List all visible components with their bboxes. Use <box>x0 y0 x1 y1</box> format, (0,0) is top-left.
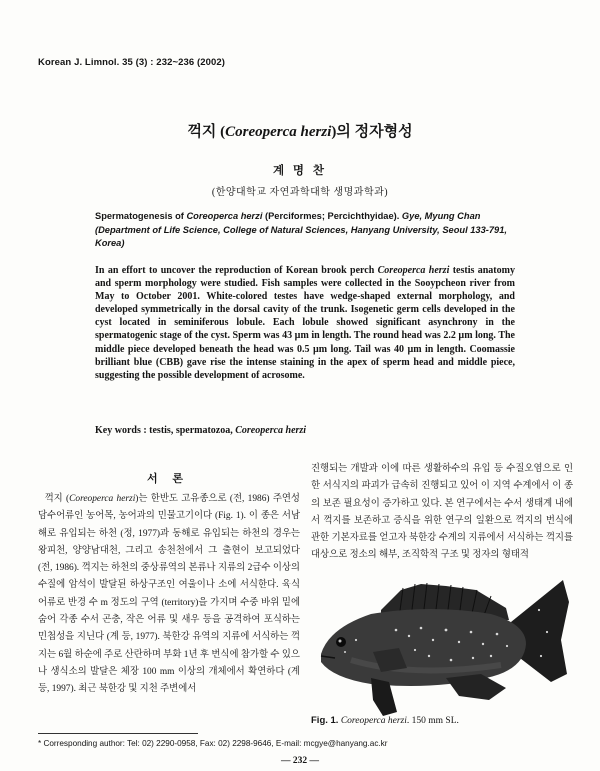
keywords <box>95 425 510 436</box>
journal-reference: Korean J. Limnol. 35 (3) : 232~236 (2002) <box>38 57 226 68</box>
keywords-species: Coreoperca herzi <box>235 425 307 436</box>
figure-caption <box>311 715 573 726</box>
english-title-block <box>95 210 510 251</box>
keywords-label: Key words : testis, spermatozoa, <box>95 425 236 436</box>
body-species: Coreoperca herzi <box>69 494 136 504</box>
caption-size: . 150 mm SL. <box>406 716 459 726</box>
fish-eye-highlight <box>339 640 342 643</box>
body-text-b: )는 한반도 고유종으로 (전, 1986) 주연성 담수어류인 농어목, 농어과의 민물고기이다 (Fig. 1). 이 종은 서남해로 유입되는 하천 (정, 1977)과 동해로 유입되는 하천의 경우는 왕피천, 양양남대천, 그리고 송천천에서 그 출현이 보고되었다 (전, 1986). 꺽지는 하천의 중상류역의 본류나 지류의 2급수 이상의 수질에 암석이 발달된 하상구조인 여울이나 소에 서식한다. 육식어류로 반경 수 m 정도의 구역 (territory)을 가지며 수중 바위 밑에 숨어 각종 수서 곤충, 작은 어류 및 새우 등을 공격하여 포식하는 민첩성을 지닌다 (계 등, 1977). 북한강 유역의 지류에 서식하는 꺽지는 6월 하순에 주로 산란하며 부화 1년 후 번식에 참가할 수 있으나 생식소의 발달은 체장 100 mm 이상의 개체에서 확연하다 (계 등, 1997). 최근 북한강 및 지천 주변에서 <box>38 494 300 695</box>
paper-title <box>0 120 600 141</box>
body-paragraph-continued: 진행되는 개발과 이에 따른 생활하수의 유입 등 수질오염으로 인한 서식지의 파괴가 급속히 진행되고 있어 이 지역 수계에서 이 종의 보존 필요성이 증가하고 있다. 본 연구에서는 수서 생태계 내에서 꺽지를 보존하고 증식을 위한 연구의 일환으로 꺽지의 번식에 관한 기본자료를 얻고자 북한강 수계의 지류에서 서식하는 꺽지를 대상으로 정소의 해부, 조직학적 구조 및 정자의 형태적 <box>311 464 573 561</box>
caption-species: Coreoperca herzi <box>340 716 407 726</box>
corresponding-author-footnote: * Corresponding author: Tel: 02) 2290-0958, Fax: 02) 2298-9646, E-mail: mcgye@hanyang.ac.kr <box>38 739 388 748</box>
section-heading-introduction: 서 론 <box>146 473 189 485</box>
footnote-divider <box>38 733 198 734</box>
abstract-species: Coreoperca herzi <box>377 265 450 276</box>
body-column-right <box>311 461 573 565</box>
fish-photo-figure <box>311 570 573 720</box>
page-number: — 232 — <box>281 756 319 766</box>
body-column-left <box>38 491 300 699</box>
english-author: Gye, Myung Chan <box>399 211 481 221</box>
body-paragraph <box>38 491 300 699</box>
english-title-species: Coreoperca herzi <box>186 211 263 221</box>
author-name: 계 명 찬 <box>272 165 328 177</box>
title-prefix: 꺽지 ( <box>187 124 226 140</box>
abstract-part1: In an effort to uncover the reproduction of Korean brook perch <box>95 265 378 276</box>
english-title-suffix: (Perciformes; Percichthyidae). <box>262 211 400 221</box>
abstract <box>95 264 515 382</box>
abstract-part2: testis anatomy and sperm morphology were studied. Fish samples were collected in the Sooypcheon river from May to October 2001. White-colored testes have wedge-shaped external morphology, and developed symmetrically in the dorsal cavity of the trunk. Isogenetic germ cells developed in the cyst located in seminiferous lobule. Each lobule showed significant asynchrony in the spermatogenic stage of the cyst. Sperm was 43 µm in length. The round head was 2.2 µm long. The middle piece developed beneath the head was 0.5 µm long. Tail was 40 µm in length. Coomassie brilliant blue (CBB) gave rise the intense staining in the apex of sperm head and middle piece, suggesting the possible development of acrosome. <box>95 265 515 381</box>
title-species: Coreoperca herzi <box>225 124 332 140</box>
body-text-a: 꺽지 ( <box>44 494 70 504</box>
english-title-prefix: Spermatogenesis of <box>95 211 187 221</box>
author-affiliation: (한양대학교 자연과학대학 생명과학과) <box>211 187 389 198</box>
english-affiliation: (Department of Life Science, College of Natural Sciences, Hanyang University, Seoul 133-791, Korea) <box>95 224 507 248</box>
caption-label: Fig. 1. <box>311 715 339 726</box>
title-suffix: )의 정자형성 <box>331 124 413 140</box>
